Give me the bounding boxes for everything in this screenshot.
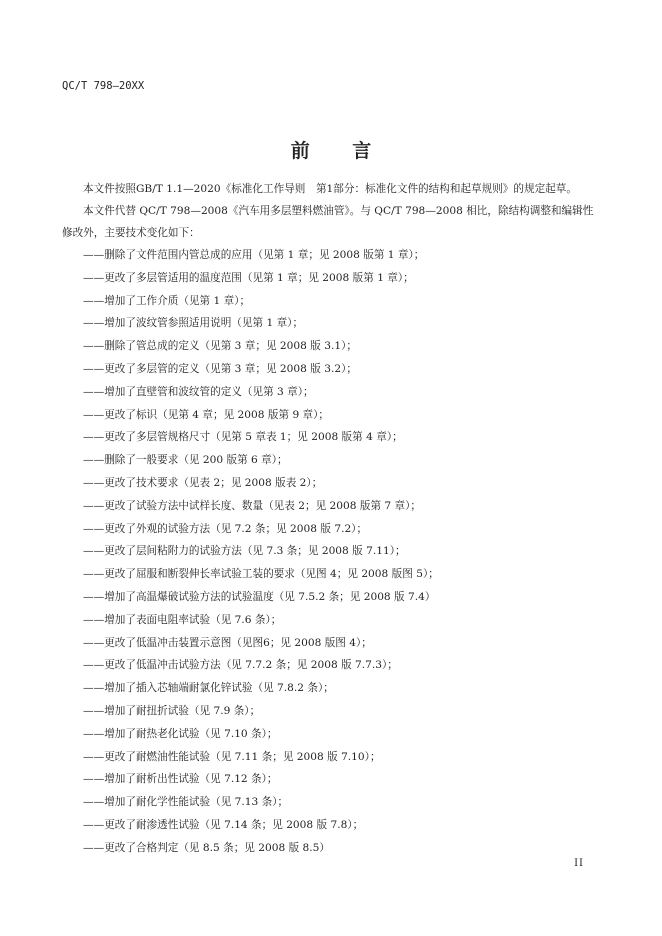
- change-item: ——更改了耐燃油性能试验（见 7.11 条；见 2008 版 7.10）；: [83, 750, 381, 763]
- change-item: ——更改了技术要求（见表 2；见 2008 版表 2）；: [83, 476, 323, 489]
- change-item: ——增加了工作介质（见第 1 章）；: [83, 294, 251, 307]
- change-item: ——更改了合格判定（见 8.5 条；见 2008 版 8.5）: [83, 841, 330, 854]
- change-item: ——更改了外观的试验方法（见 7.2 条；见 2008 版 7.2）；: [83, 522, 368, 535]
- change-item: ——删除了文件范围内管总成的应用（见第 1 章；见 2008 版第 1 章）；: [83, 249, 425, 261]
- change-item: ——更改了耐渗透性试验（见 7.14 条；见 2008 版 7.8）；: [83, 818, 364, 831]
- change-item: ——更改了层间粘附力的试验方法（见 7.3 条；见 2008 版 7.11）；: [83, 545, 406, 558]
- change-item: ——增加了波纹管参照适用说明（见第 1 章）；: [83, 317, 304, 330]
- foreword-body: [62, 178, 600, 860]
- change-item: ——更改了低温冲击试验方法（见 7.7.2 条；见 2008 版 7.7.3）；: [83, 659, 398, 672]
- change-item: ——更改了多层管规格尺寸（见第 5 章表 1；见 2008 版第 4 章）；: [83, 431, 403, 444]
- page-title: 前 言: [290, 140, 390, 162]
- change-item: ——更改了屈服和断裂伸长率试验工装的要求（见图 4；见 2008 版图 5）；: [83, 568, 439, 581]
- change-item: ——增加了插入芯轴端耐氯化锌试验（见 7.8.2 条）；: [83, 682, 334, 695]
- intro-paragraph: 本文件按照GB/T 1.1—2020《标准化工作导则 第1部分：标准化文件的结构和起草规则》的规定起草。: [83, 183, 577, 195]
- change-list: [62, 244, 600, 860]
- change-item: ——更改了多层管的定义（见第 3 章；见 2008 版 3.2）；: [83, 362, 357, 375]
- change-item: ——增加了耐析出性试验（见 7.12 条）；: [83, 773, 278, 786]
- change-item: ——更改了多层管适用的温度范围（见第 1 章；见 2008 版第 1 章）；: [83, 271, 414, 284]
- change-item: ——增加了耐化学性能试验（见 7.13 条）；: [83, 796, 289, 809]
- change-item: ——更改了标识（见第 4 章；见 2008 版第 9 章）；: [83, 408, 330, 421]
- document-code: QC/T 798—20XX: [62, 80, 145, 92]
- change-item: ——删除了管总成的定义（见第 3 章；见 2008 版 3.1）；: [83, 340, 357, 353]
- change-item: ——删除了一般要求（见 200 版第 6 章）；: [83, 454, 288, 467]
- page-number: II: [574, 858, 584, 869]
- change-item: ——更改了试验方法中试样长度、数量（见表 2；见 2008 版第 7 章）；: [83, 499, 422, 512]
- change-item: ——增加了耐热老化试验（见 7.10 条）；: [83, 727, 278, 740]
- change-item: ——增加了耐扭折试验（见 7.9 条）；: [83, 704, 261, 717]
- change-item: ——更改了低温冲击装置示意图（见图6；见 2008 版图 4）；: [83, 636, 372, 649]
- replacement-paragraph: 本文件代替 QC/T 798—2008《汽车用多层塑料燃油管》。与 QC/T 798—2008 相比，除结构调整和编辑性修改外，主要技术变化如下：: [62, 205, 594, 239]
- change-item: ——增加了高温爆破试验方法的试验温度（见 7.5.2 条；见 2008 版 7.4）: [83, 590, 436, 603]
- change-item: ——增加了表面电阻率试验（见 7.6 条）；: [83, 613, 282, 626]
- change-item: ——增加了直壁管和波纹管的定义（见第 3 章）；: [83, 385, 314, 398]
